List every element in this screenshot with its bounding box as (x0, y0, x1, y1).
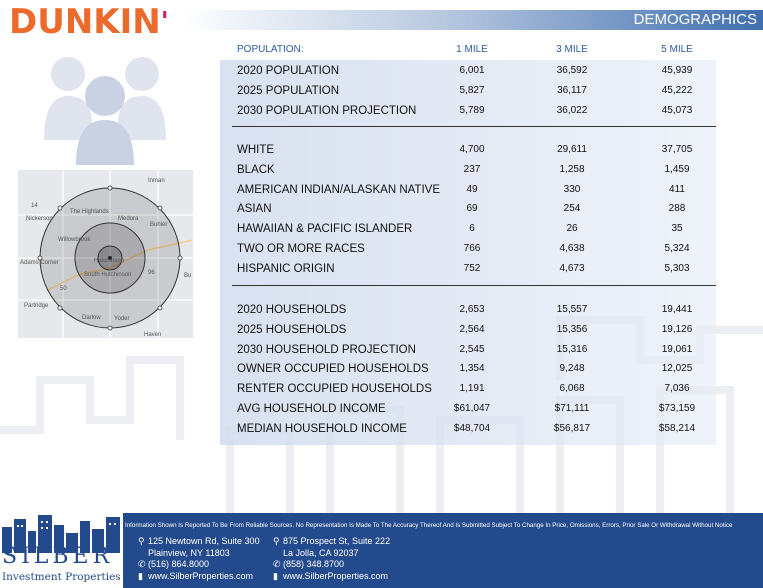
map-label: The Highlands (70, 209, 109, 215)
row-value-1-mile: $48,704 (453, 422, 491, 434)
company-name: SILBER (2, 544, 114, 569)
row-value-5-mile: $58,214 (658, 422, 696, 434)
row-label: AMERICAN INDIAN/ALASKAN NATIVE (237, 183, 440, 196)
office1-phone[interactable]: (516) 864.8000 (148, 559, 210, 569)
table-row (237, 340, 717, 360)
header-label: POPULATION: (237, 44, 304, 55)
map-label: Partridge (24, 303, 49, 309)
row-value-1-mile: 766 (463, 243, 481, 254)
row-label: HISPANIC ORIGIN (237, 262, 335, 275)
row-value-3-mile: 6,068 (559, 383, 585, 395)
people-group-icon (40, 50, 170, 165)
office-plainview (138, 536, 260, 582)
map-label: Willowbrook (58, 237, 91, 243)
row-value-3-mile: 26 (566, 223, 578, 235)
web-icon: ▮ (273, 570, 278, 581)
row-value-5-mile: 288 (668, 203, 686, 215)
row-value-3-mile: 4,673 (559, 262, 585, 274)
row-value-1-mile: 2,545 (459, 343, 485, 355)
row-value-1-mile: 4,700 (459, 144, 485, 155)
map-label: Yoder (114, 316, 130, 322)
col-3-mile: 3 MILE (556, 44, 588, 55)
table-row (237, 180, 717, 200)
map-label: Inman (148, 178, 165, 184)
row-label: 2030 HOUSEHOLD PROJECTION (237, 343, 416, 356)
row-value-1-mile: 5,789 (459, 104, 485, 116)
row-label: AVG HOUSEHOLD INCOME (237, 403, 386, 415)
col-1-mile: 1 MILE (456, 44, 488, 55)
row-value-5-mile: 12,025 (661, 363, 693, 375)
row-value-1-mile: 69 (466, 203, 478, 215)
location-pin-icon: ⚲ (138, 536, 145, 546)
office2-address1: 875 Prospect St, Suite 222 (283, 536, 391, 546)
row-value-1-mile: $61,047 (453, 403, 491, 414)
row-value-3-mile: 36,592 (556, 65, 588, 76)
table-header-row (237, 40, 717, 60)
radius-map (18, 170, 193, 338)
row-label: HAWAIIAN & PACIFIC ISLANDER (237, 223, 413, 236)
row-label: 2025 HOUSEHOLDS (237, 323, 347, 336)
table-row (237, 160, 717, 180)
row-value-3-mile: $56,817 (553, 422, 591, 434)
table-row (237, 101, 717, 121)
row-value-1-mile: 6,001 (459, 65, 485, 76)
logo-text: DUNKIN (9, 2, 161, 42)
row-value-1-mile: 6 (469, 223, 475, 235)
map-label: Adams Corner (20, 260, 59, 266)
map-label: South Hutchinson (84, 272, 132, 278)
row-label: RENTER OCCUPIED HOUSEHOLDS (237, 383, 432, 396)
row-value-1-mile: 237 (463, 163, 481, 175)
phone-icon: ✆ (273, 559, 281, 569)
row-label: 2020 HOUSEHOLDS (237, 304, 347, 316)
row-value-3-mile: 15,557 (556, 304, 588, 315)
office1-address1: 125 Newtown Rd, Suite 300 (148, 536, 260, 546)
row-value-3-mile: 36,022 (556, 104, 588, 116)
row-value-3-mile: 254 (563, 203, 581, 215)
row-value-1-mile: 2,653 (459, 304, 485, 315)
row-value-3-mile: 4,638 (559, 243, 585, 254)
row-value-5-mile: 411 (669, 183, 685, 195)
table-row (237, 81, 717, 101)
map-label: Hutchinson (94, 258, 125, 264)
company-ltd: Ltd. (124, 574, 139, 582)
row-value-5-mile: 7,036 (664, 383, 690, 395)
row-label: ASIAN (237, 203, 272, 216)
company-subtitle (2, 571, 138, 583)
phone-icon: ✆ (138, 559, 146, 569)
logo-apostrophe: ' (160, 7, 169, 37)
row-value-5-mile: $73,159 (658, 403, 696, 414)
row-label: TWO OR MORE RACES (237, 243, 365, 255)
map-label: Medora (118, 216, 139, 222)
row-value-5-mile: 45,073 (661, 104, 693, 116)
row-value-5-mile: 45,222 (661, 84, 693, 96)
office2-address2: La Jolla, CA 92037 (283, 547, 359, 558)
table-row (237, 140, 717, 160)
row-value-5-mile: 19,441 (661, 304, 693, 315)
map-label: Buhler (150, 222, 168, 228)
office1-address2: Plainview, NY 11803 (148, 547, 230, 558)
office-la-jolla (273, 536, 390, 582)
row-value-3-mile: 9,248 (559, 363, 585, 375)
row-value-3-mile: 330 (563, 183, 581, 195)
row-value-3-mile: 15,316 (556, 343, 588, 355)
row-label: OWNER OCCUPIED HOUSEHOLDS (237, 363, 429, 376)
row-value-1-mile: 2,564 (459, 323, 485, 335)
row-value-1-mile: 49 (466, 183, 478, 195)
web-icon: ▮ (138, 570, 143, 581)
table-row (237, 399, 717, 419)
table-row (237, 199, 717, 219)
row-value-5-mile: 19,126 (661, 323, 693, 335)
table-row (237, 359, 717, 379)
row-label: 2030 POPULATION PROJECTION (237, 104, 417, 117)
row-value-5-mile: 1,459 (664, 163, 690, 175)
table-row (237, 419, 717, 439)
map-label: Nickerson (26, 216, 53, 222)
row-label: BLACK (237, 163, 275, 176)
table-row (237, 239, 717, 259)
table-row (237, 320, 717, 340)
row-value-5-mile: 35 (671, 223, 683, 235)
row-value-1-mile: 1,354 (459, 363, 485, 375)
table-row (237, 379, 717, 399)
row-label: MEDIAN HOUSEHOLD INCOME (237, 422, 407, 435)
row-label: WHITE (237, 144, 275, 156)
section-divider (232, 126, 716, 127)
col-5-mile: 5 MILE (661, 44, 693, 55)
dunkin-logo (9, 2, 169, 42)
row-value-1-mile: 752 (463, 262, 481, 274)
row-label: 2025 POPULATION (237, 84, 340, 97)
map-graphic (18, 170, 193, 338)
row-value-1-mile: 5,827 (459, 84, 485, 96)
row-label: 2020 POPULATION (237, 65, 340, 77)
row-value-3-mile: 36,117 (557, 84, 587, 96)
map-label: Darlow (82, 315, 101, 321)
disclaimer: Information Shown Is Reported To Be From Reliable Sources. No Representation Is Made To The Accuracy Thereof And Is Submitted Subject To Change In Price, Omissions, Errors, Prior Sale Or Withdrawal Without Notice (125, 522, 733, 529)
location-pin-icon: ⚲ (273, 536, 280, 546)
row-value-3-mile: 1,258 (559, 163, 585, 175)
map-label: 14 (31, 203, 38, 209)
row-value-5-mile: 19,061 (661, 343, 693, 355)
row-value-5-mile: 45,939 (661, 65, 693, 76)
office1-web[interactable]: www.SilberProperties.com (148, 570, 254, 581)
map-label: 50 (60, 286, 67, 292)
header-bar (180, 10, 763, 30)
table-row (237, 61, 717, 81)
company-sub-text: Investment Properties (2, 571, 121, 583)
page-title: DEMOGRAPHICS (633, 11, 757, 28)
row-value-3-mile: 15,356 (556, 323, 588, 335)
row-value-5-mile: 5,303 (664, 262, 690, 274)
office2-phone[interactable]: (858) 348.8700 (283, 559, 345, 569)
row-value-5-mile: 37,705 (661, 144, 693, 155)
map-label: 96 (148, 270, 155, 276)
row-value-1-mile: 1,191 (459, 383, 485, 395)
table-row (237, 259, 717, 279)
row-value-3-mile: 29,611 (557, 144, 587, 155)
row-value-5-mile: 5,324 (664, 243, 690, 254)
map-label: Haven (144, 332, 162, 338)
table-row (237, 219, 717, 239)
map-label: Bu (184, 273, 192, 279)
office2-web[interactable]: www.SilberProperties.com (283, 570, 389, 581)
table-row (237, 300, 717, 320)
row-value-3-mile: $71,111 (554, 403, 590, 414)
section-divider (232, 285, 716, 286)
